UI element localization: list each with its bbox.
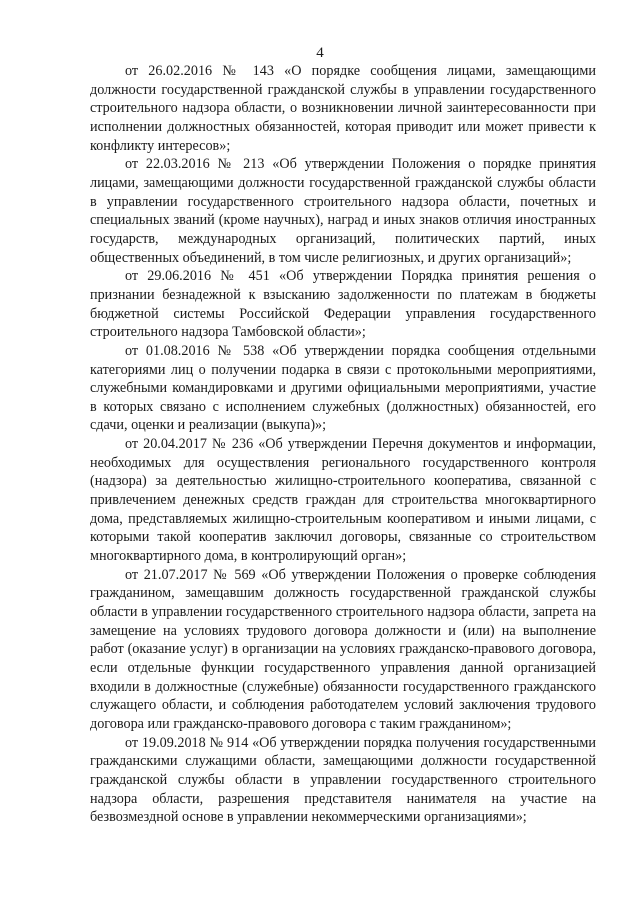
paragraph-order-914: от 19.09.2018 № 914 «Об утверждении порядка получения государственными гражданскими служащими области, замещающими должности государственной гражданской службы области в управлении государственного строительного надзора области, разрешения представителя нанимателя на участие на безвозмездной основе в управлении некоммерческими организациями»; xyxy=(90,734,596,826)
paragraph-order-213: от 22.03.2016 № 213 «Об утверждении Положения о порядке принятия лицами, замещающими должности государственной гражданской службы области в управлении государственного строительного надзора области, почетных и специальных званий (кроме научных), наград и иных знаков отличия иностранных государств, международных организаций, политических партий, иных общественных объединений, в том числе религиозных, и других организаций»; xyxy=(90,156,596,266)
paragraph-order-569: от 21.07.2017 № 569 «Об утверждении Положения о проверке соблюдения гражданином, замещавшим должность государственной гражданской службы области в управлении государственного строительного надзора области, запрета на замещение на условиях трудового договора должности и (или) на выполнение работ (оказание услуг) в организации на условиях гражданско-правового договора, если отдельные функции государственного управления данной организацией входили в должностные (служебные) обязанности государственного гражданского служащего области, и соблюдения работодателем условий заключения трудового договора или гражданско-правового договора с таким гражданином»; xyxy=(90,566,596,732)
document-body xyxy=(90,62,596,827)
paragraph-order-236: от 20.04.2017 № 236 «Об утверждении Перечня документов и информации, необходимых для осуществления регионального государственного контроля (надзора) за деятельностью жилищно-строительного кооператива, связанной с привлечением денежных средств граждан для строительства многоквартирного дома, представляемых жилищно-строительным кооперативом и иными лицами, с которыми такой кооператив заключил договоры, связанные со строительством многоквартирного дома, в контролирующий орган»; xyxy=(90,436,596,565)
paragraph-order-538: от 01.08.2016 № 538 «Об утверждении порядка сообщения отдельными категориями лиц о получении подарка в связи с протокольными мероприятиями, служебными командировками и другими официальными мероприятиями, участие в которых связано с исполнением служебных (должностных) обязанностей, его сдачи, оценки и реализации (выкупа)»; xyxy=(90,342,596,434)
paragraph-order-143: от 26.02.2016 № 143 «О порядке сообщения лицами, замещающими должности государственной гражданской службы в управлении государственного строительного надзора области, о возникновении личной заинтересованности при исполнении должностных обязанностей, которая приводит или может привести к конфликту интересов»; xyxy=(90,63,596,154)
page-number: 4 xyxy=(316,45,324,61)
paragraph-order-451: от 29.06.2016 № 451 «Об утверждении Порядка принятия решения о признании безнадежной к взысканию задолженности по платежам в бюджеты бюджетной системы Российской Федерации управления государственного строительного надзора Тамбовской области»; xyxy=(90,268,596,341)
